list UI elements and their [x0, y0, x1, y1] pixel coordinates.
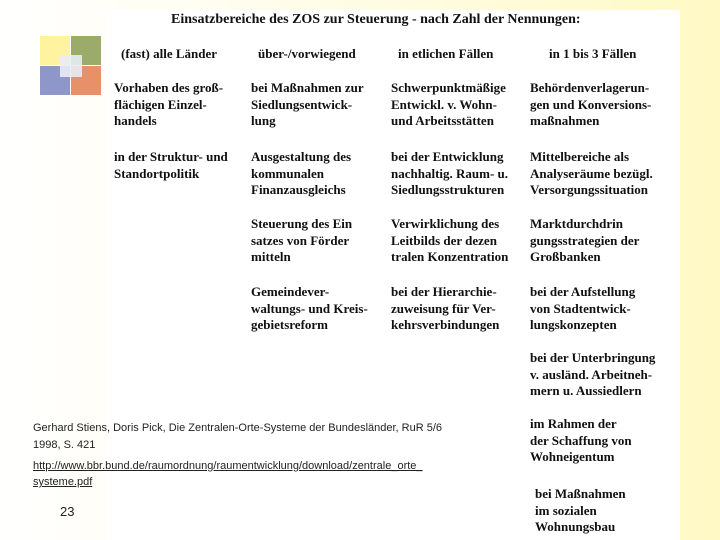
header-col3: in etlichen Fällen [398, 46, 494, 61]
table-cell: Verwirklichung des Leitbilds der dezen tralen Konzentration [391, 216, 509, 264]
header-col1: (fast) alle Länder [121, 46, 218, 61]
logo-squares [40, 36, 102, 96]
table-cell: Mittelbereiche als Analyseräume bezügl. Versorgungssituation [530, 149, 653, 197]
table-cell: bei der Hierarchie- zuweisung für Ver- kehrsverbindungen [391, 284, 500, 332]
header-col4: in 1 bis 3 Fällen [549, 46, 637, 61]
table-cell: Gemeindever- waltungs- und Kreis- gebietsreform [251, 284, 368, 332]
table-cell: Marktdurchdrin gungsstrategien der Großbanken [530, 216, 640, 264]
table-cell: Vorhaben des groß- flächigen Einzel- handels [114, 80, 224, 128]
table-cell: im Rahmen der der Schaffung von Wohneigentum [530, 416, 632, 464]
table-cell: Schwerpunktmäßige Entwickl. v. Wohn- und Arbeitsstätten [391, 80, 506, 128]
citation-text: Gerhard Stiens, Doris Pick, Die Zentralen-Orte-Systeme der Bundesländer, RuR 5/6 1998, S. 421 [33, 422, 443, 451]
table-cell: Behördenverlagerun- gen und Konversions- maßnahmen [530, 80, 652, 128]
header-col2: über-/vorwiegend [258, 46, 356, 61]
table-cell: bei Maßnahmen zur Siedlungsentwick- lung [251, 80, 364, 128]
table-cell: in der Struktur- und Standortpolitik [114, 149, 228, 181]
table-cell: bei der Entwicklung nachhaltig. Raum- u. Siedlungsstrukturen [391, 149, 509, 197]
page-number: 23 [60, 504, 75, 519]
logo-center-square [60, 55, 82, 77]
table-cell: bei der Aufstellung von Stadtentwick- lungskonzepten [530, 284, 636, 332]
table-title: Einsatzbereiche des ZOS zur Steuerung - nach Zahl der Nennungen: [171, 12, 581, 27]
table-cell: Steuerung des Ein satzes von Förder mitteln [251, 216, 353, 264]
table-cell: Ausgestaltung des kommunalen Finanzausgleichs [251, 149, 352, 197]
table-cell: bei der Unterbringung v. ausländ. Arbeitneh- mern u. Aussiedlern [530, 350, 656, 398]
citation-link[interactable]: http://www.bbr.bund.de/raumordnung/raumentwicklung/download/zentrale_orte_ systeme.pdf [33, 460, 423, 488]
table-cell: bei Maßnahmen im sozialen Wohnungsbau [535, 486, 626, 534]
